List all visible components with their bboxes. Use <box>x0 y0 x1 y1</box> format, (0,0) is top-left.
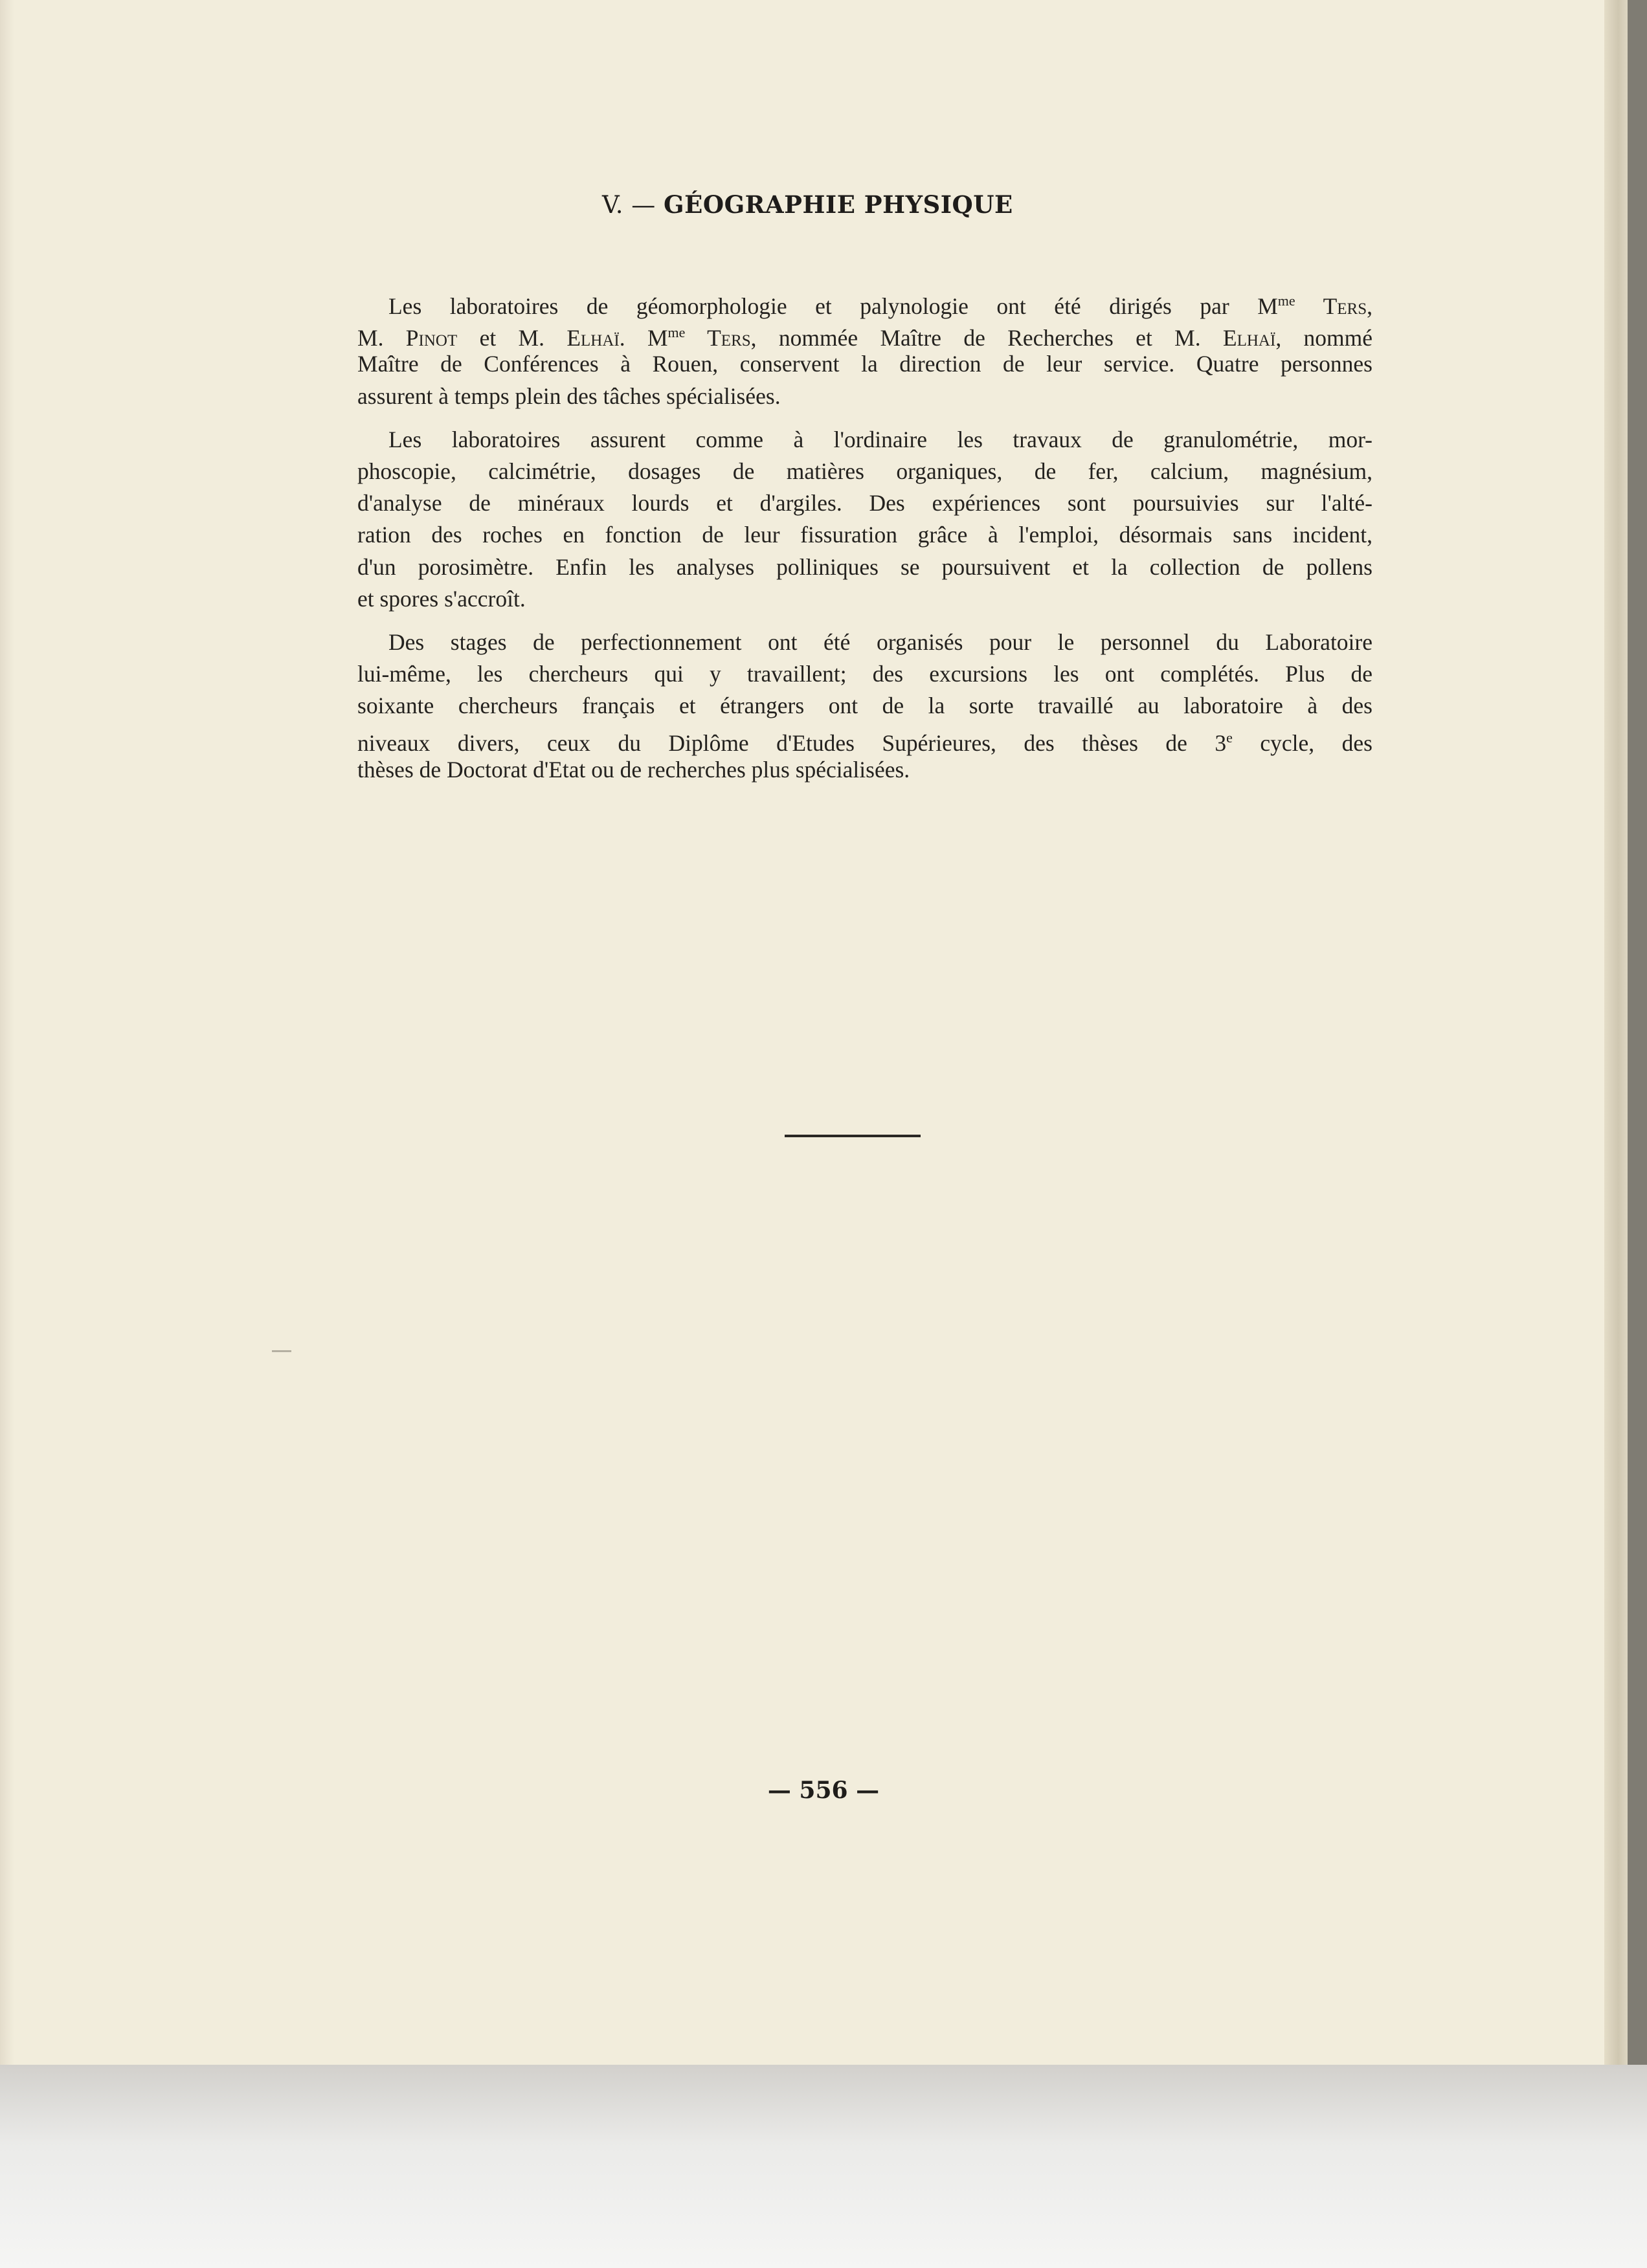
text-line: assurent à temps plein des tâches spécialisées. <box>357 383 781 409</box>
page-left-edge <box>0 0 14 2065</box>
text-line: et spores s'accroît. <box>357 585 526 612</box>
section-title: GÉOGRAPHIE PHYSIQUE <box>664 190 1013 219</box>
section-end-rule <box>785 1135 921 1137</box>
text-line: Les laboratoires de géomorphologie et palynologie ont été dirigés par $M^{me}$ Ters, <box>388 293 1372 319</box>
text-line: d'analyse de minéraux lourds et d'argiles. Des expériences sont poursuivies sur l'alté- <box>357 490 1372 517</box>
text-line: Maître de Conférences à Rouen, conservent la direction de leur service. Quatre personnes <box>357 351 1372 377</box>
paragraph-1 <box>357 285 1372 412</box>
scanner-bed <box>0 2065 1647 2268</box>
section-number: V. — <box>602 191 656 219</box>
text-line: ration des roches en fonction de leur fissuration grâce à l'emploi, désormais sans incident, <box>357 522 1372 548</box>
section-heading <box>602 190 1013 219</box>
page-number: — 556 — <box>767 1777 880 1804</box>
text-line: phoscopie, calcimétrie, dosages de matières organiques, de fer, calcium, magnésium, <box>357 458 1372 484</box>
paragraph-3 <box>357 627 1372 786</box>
text-line: Les laboratoires assurent comme à l'ordinaire les travaux de granulométrie, mor- <box>388 426 1372 452</box>
margin-mark <box>272 1350 291 1352</box>
text-line: soixante chercheurs français et étrangers ont de la sorte travaillé au laboratoire à des <box>357 693 1372 719</box>
paragraph-2 <box>357 424 1372 615</box>
text-line: lui-même, les chercheurs qui y travaillent; des excursions les ont complétés. Plus de <box>357 661 1372 687</box>
scanner-edge <box>1628 0 1647 2065</box>
text-line: d'un porosimètre. Enfin les analyses polliniques se poursuivent et la collection de pollens <box>357 553 1372 580</box>
body-text <box>357 285 1372 797</box>
page-fore-edge <box>1604 0 1628 2065</box>
text-line: thèses de Doctorat d'Etat ou de recherches plus spécialisées. <box>357 756 910 783</box>
text-line: Des stages de perfectionnement ont été organisés pour le personnel du Laboratoire <box>388 628 1372 655</box>
text-line: niveaux divers, ceux du Diplôme d'Etudes Supérieures, des thèses de 3e cycle, des <box>357 729 1372 757</box>
text-line: M. Pinot et M. Elhaï. $M^{me}$ Ters, nommée Maître de Recherches et M. Elhaï, nommé <box>357 324 1373 351</box>
